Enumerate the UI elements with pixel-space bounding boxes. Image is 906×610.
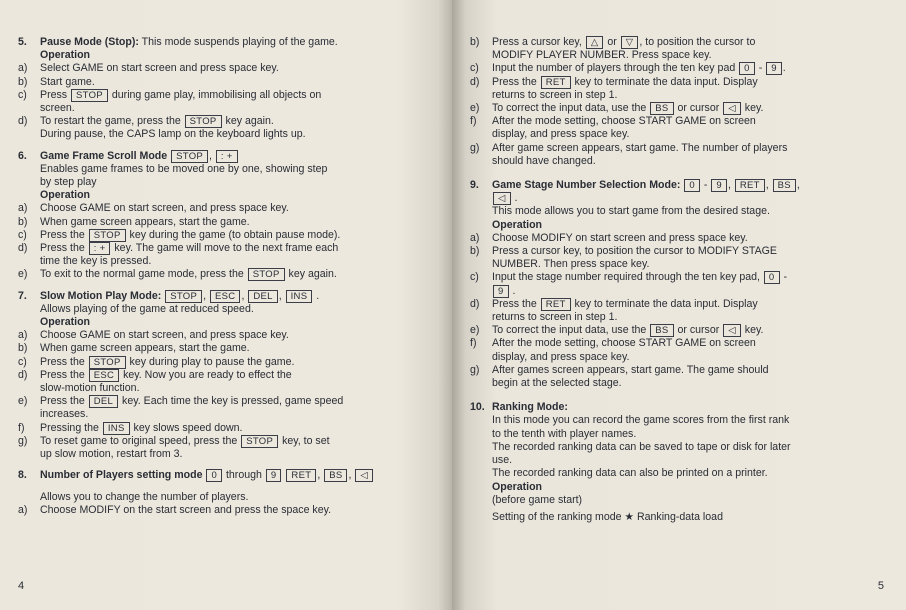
step-text: - <box>700 179 711 192</box>
ins-key: INS <box>286 290 313 303</box>
step-marker: a) <box>470 231 480 244</box>
step-marker: g) <box>470 363 480 376</box>
section-number: 6. <box>18 149 27 162</box>
return-key: RET <box>541 76 571 89</box>
step-text: To correct the input data, use the <box>492 102 650 115</box>
step-text: during game play, immobilising all objects on <box>108 88 322 101</box>
step-text: NUMBER. Then press space key. <box>492 258 650 271</box>
section-number: 5. <box>18 36 27 48</box>
step-c: c) Input the stage number required through the ten key pad, 0 - 9 . <box>470 271 787 297</box>
step-text: . <box>782 62 786 75</box>
step-g <box>18 435 438 461</box>
section-description: Allows playing of the game at reduced speed. <box>40 302 254 315</box>
step-c <box>18 229 438 242</box>
cursor-left-key: ◁ <box>723 102 741 115</box>
step-text: key again. <box>222 115 274 128</box>
zero-key: 0 <box>764 271 780 284</box>
section-7-heading: 7. Slow Motion Play Mode: STOP , ESC , DEL , INS . <box>18 289 320 302</box>
step-marker: f) <box>470 115 477 128</box>
step-marker: g) <box>18 434 28 447</box>
left-column <box>18 36 438 517</box>
step-marker: a) <box>18 202 28 215</box>
operation-label: Operation <box>492 480 543 493</box>
nine-key: 9 <box>493 285 509 298</box>
step-text: display, and press space key. <box>492 128 630 141</box>
step-text: key to terminate the data input. Display <box>571 75 758 88</box>
step-text: key. <box>741 102 764 115</box>
step-a <box>18 329 438 342</box>
page-number: 4 <box>18 580 25 592</box>
step-marker: a) <box>18 503 28 516</box>
step-text: Choose GAME on start screen, and press space key. <box>40 202 289 215</box>
step-text: After the mode setting, choose START GAME on screen <box>492 115 756 128</box>
step-text: or <box>604 36 620 48</box>
right-column <box>470 36 888 524</box>
step-a <box>18 202 438 215</box>
step-marker: b) <box>470 36 480 48</box>
step-text: Press the <box>40 242 88 255</box>
step-marker: d) <box>470 75 480 88</box>
section-description: by step play <box>40 176 97 189</box>
stop-key: STOP <box>89 356 126 369</box>
backspace-key: BS <box>773 179 796 192</box>
step-text: display, and press space key. <box>492 350 630 363</box>
section-description: The recorded ranking data can be saved to tape or disk for later <box>492 440 791 453</box>
section-description: In this mode you can record the game scores from the first rank <box>492 414 790 427</box>
section-9-heading: 9. Game Stage Number Selection Mode: 0 - 9 , RET , BS , ◁ . <box>470 179 800 205</box>
step-marker: e) <box>470 324 480 337</box>
step-text: After game screen appears, start game. The number of players <box>492 141 788 154</box>
step-b <box>18 216 438 229</box>
backspace-key: BS <box>650 102 673 115</box>
step-g <box>470 142 888 168</box>
step-marker: c) <box>18 88 27 101</box>
step-a <box>470 232 888 245</box>
step-text: Press a cursor key, <box>492 36 585 48</box>
nine-key: 9 <box>766 62 782 75</box>
section-description: Enables game frames to be moved one by one, showing step <box>40 162 328 175</box>
zero-key: 0 <box>206 469 222 482</box>
step-text: , to position the cursor to <box>639 36 756 48</box>
step-f <box>470 115 888 141</box>
step-text: Select GAME on start screen and press space key. <box>40 62 279 75</box>
section-title: Slow Motion Play Mode: <box>40 289 162 302</box>
cursor-left-key: ◁ <box>355 469 373 482</box>
section-description: This mode suspends playing of the game. <box>138 36 338 48</box>
step-marker: f) <box>470 337 477 350</box>
step-text: key, to set <box>279 434 330 447</box>
section-title: Game Frame Scroll Mode <box>40 149 168 162</box>
section-title: Game Stage Number Selection Mode: <box>492 179 681 192</box>
step-text: To reset game to original speed, press the <box>40 434 241 447</box>
step-text: key. Each time the key is pressed, game speed <box>119 395 344 408</box>
step-d <box>18 369 438 395</box>
step-marker: c) <box>18 228 27 241</box>
section-number: 9. <box>470 179 479 192</box>
step-marker: d) <box>18 115 28 128</box>
step-b <box>470 36 888 62</box>
step-d <box>18 115 438 141</box>
step-text: begin at the selected stage. <box>492 377 622 390</box>
step-text: After games screen appears, start game. The game should <box>492 363 769 376</box>
step-text: increases. <box>40 408 89 421</box>
step-text: Setting of the ranking mode <box>492 510 622 523</box>
step-text: should have changed. <box>492 154 596 167</box>
step-marker: c) <box>470 62 479 75</box>
step-text: Choose MODIFY on start screen and press space key. <box>492 231 748 244</box>
stop-key: STOP <box>71 89 108 102</box>
section-10-heading <box>470 401 888 414</box>
step-marker: e) <box>18 395 28 408</box>
operation-label: Operation <box>40 49 91 62</box>
section-description: The recorded ranking data can also be printed on a printer. <box>492 467 768 480</box>
step-text: Press the <box>40 368 88 381</box>
step-marker: b) <box>18 342 28 355</box>
step-a <box>18 504 438 517</box>
section-number: 7. <box>18 289 27 302</box>
section-title: Pause Mode (Stop): <box>40 36 139 48</box>
step-text: Choose MODIFY on the start screen and press the space key. <box>40 503 332 516</box>
section-title: Ranking Mode: <box>492 401 568 414</box>
step-text: Press a cursor key, to position the cursor to MODIFY STAGE <box>492 245 777 258</box>
step-g <box>470 364 888 390</box>
step-text: returns to screen in step 1. <box>492 88 618 101</box>
step-f <box>18 422 438 435</box>
step-text: key. Now you are ready to effect the <box>120 368 292 381</box>
right-page <box>452 0 906 610</box>
step-text: When game screen appears, start the game. <box>40 215 250 228</box>
step-marker: c) <box>18 355 27 368</box>
esc-key: ESC <box>89 369 119 382</box>
ins-key: INS <box>103 422 130 435</box>
step-text: Ranking-data load <box>636 510 723 523</box>
backspace-key: BS <box>650 324 673 337</box>
step-marker: g) <box>470 141 480 154</box>
step-text: Press the <box>492 297 540 310</box>
esc-key: ESC <box>210 290 240 303</box>
step-e <box>470 324 888 337</box>
step-d <box>470 298 888 324</box>
step-b <box>18 342 438 355</box>
step-marker: e) <box>18 268 28 281</box>
step-text: through <box>223 469 265 482</box>
cursor-left-key: ◁ <box>723 324 741 337</box>
step-text: screen. <box>40 102 75 115</box>
step-text: Press the <box>492 75 540 88</box>
del-key: DEL <box>89 395 118 408</box>
operation-label: Operation <box>492 218 543 231</box>
step-text: key to terminate the data input. Display <box>571 297 758 310</box>
step-text: Pressing the <box>40 421 102 434</box>
section-number: 10. <box>470 401 485 414</box>
step-text: To restart the game, press the <box>40 115 184 128</box>
step-text: - <box>755 62 766 75</box>
step-text: To correct the input data, use the <box>492 324 650 337</box>
step-text: Input the number of players through the ten key pad <box>492 62 739 75</box>
step-marker: b) <box>470 245 480 258</box>
page-number: 5 <box>877 580 884 592</box>
section-number: 8. <box>18 469 27 482</box>
nine-key: 9 <box>711 179 727 192</box>
step-text: key during play to pause the game. <box>126 355 295 368</box>
step-text: returns to screen in step 1. <box>492 311 618 324</box>
nine-key: 9 <box>266 469 282 482</box>
step-text: up slow motion, restart from 3. <box>40 448 183 461</box>
step-text: key. The game will move to the next frame each <box>111 242 339 255</box>
cursor-down-key: ▽ <box>621 36 639 49</box>
step-c <box>18 89 438 115</box>
before-game-note: (before game start) <box>492 493 583 506</box>
del-key: DEL <box>248 290 277 303</box>
step-text: Press the <box>40 228 88 241</box>
section-description: to the tenth with player names. <box>492 427 637 440</box>
step-marker: d) <box>470 297 480 310</box>
step-text: To exit to the normal game mode, press the <box>40 268 247 281</box>
return-key: RET <box>735 179 765 192</box>
section-title: Number of Players setting mode <box>40 469 203 482</box>
operation-label: Operation <box>40 316 91 329</box>
step-text: - <box>780 271 787 284</box>
section-6-heading: 6. Game Frame Scroll Mode STOP , : + <box>18 150 438 163</box>
step-b <box>470 245 888 271</box>
step-c <box>18 356 438 369</box>
zero-key: 0 <box>684 179 700 192</box>
ranking-setting-line <box>470 511 888 524</box>
zero-key: 0 <box>739 62 755 75</box>
cursor-left-key: ◁ <box>493 192 511 205</box>
stop-key: STOP <box>165 290 202 303</box>
step-text: key again. <box>285 268 337 281</box>
step-text: time the key is pressed. <box>40 255 152 268</box>
step-e <box>18 268 438 281</box>
step-text: Press the <box>40 355 88 368</box>
step-text: Press the <box>40 395 88 408</box>
section-description: This mode allows you to start game from the desired stage. <box>492 205 770 218</box>
step-text: Press <box>40 88 71 101</box>
left-page <box>0 0 452 610</box>
step-e <box>470 102 888 115</box>
section-5-heading <box>18 36 438 49</box>
step-b <box>18 76 438 89</box>
step-text: or cursor <box>674 324 723 337</box>
step-a <box>18 62 438 75</box>
operation-label: Operation <box>40 189 91 202</box>
star-icon: ★ <box>624 510 635 523</box>
stop-key: STOP <box>248 268 285 281</box>
stop-key: STOP <box>185 115 222 128</box>
return-key: RET <box>286 469 316 482</box>
step-f <box>470 337 888 363</box>
step-text: Start game. <box>40 75 95 88</box>
step-text: Choose GAME on start screen, and press space key. <box>40 329 289 342</box>
step-c <box>470 62 888 75</box>
step-text: key slows speed down. <box>130 421 243 434</box>
step-d <box>470 76 888 102</box>
step-marker: d) <box>18 242 28 255</box>
step-marker: b) <box>18 75 28 88</box>
step-text: After the mode setting, choose START GAME on screen <box>492 337 756 350</box>
step-marker: e) <box>470 102 480 115</box>
step-text: slow-motion function. <box>40 382 140 395</box>
section-description: Allows you to change the number of players. <box>40 490 249 503</box>
step-text: key during the game (to obtain pause mode). <box>126 228 341 241</box>
step-text: MODIFY PLAYER NUMBER. Press space key. <box>492 49 712 62</box>
step-marker: d) <box>18 368 28 381</box>
plus-key: : + <box>89 242 111 255</box>
step-text: During pause, the CAPS lamp on the keyboard lights up. <box>40 128 306 141</box>
backspace-key: BS <box>324 469 347 482</box>
stop-key: STOP <box>241 435 278 448</box>
stop-key: STOP <box>89 229 126 242</box>
section-description: use. <box>492 454 513 467</box>
step-d <box>18 242 438 268</box>
step-text: Input the stage number required through the ten key pad, <box>492 271 763 284</box>
step-marker: a) <box>18 62 28 75</box>
stop-key: STOP <box>171 150 208 163</box>
step-marker: b) <box>18 215 28 228</box>
return-key: RET <box>541 298 571 311</box>
step-text: key. <box>741 324 764 337</box>
step-marker: f) <box>18 421 25 434</box>
plus-key: : + <box>216 150 238 163</box>
step-marker: c) <box>470 271 479 284</box>
step-text: or cursor <box>674 102 723 115</box>
section-8-heading: 8. Number of Players setting mode 0 through 9 RET , BS , ◁ <box>18 469 438 482</box>
step-marker: a) <box>18 329 28 342</box>
step-text: When game screen appears, start the game. <box>40 342 250 355</box>
step-e <box>18 395 438 421</box>
cursor-up-key: △ <box>586 36 604 49</box>
